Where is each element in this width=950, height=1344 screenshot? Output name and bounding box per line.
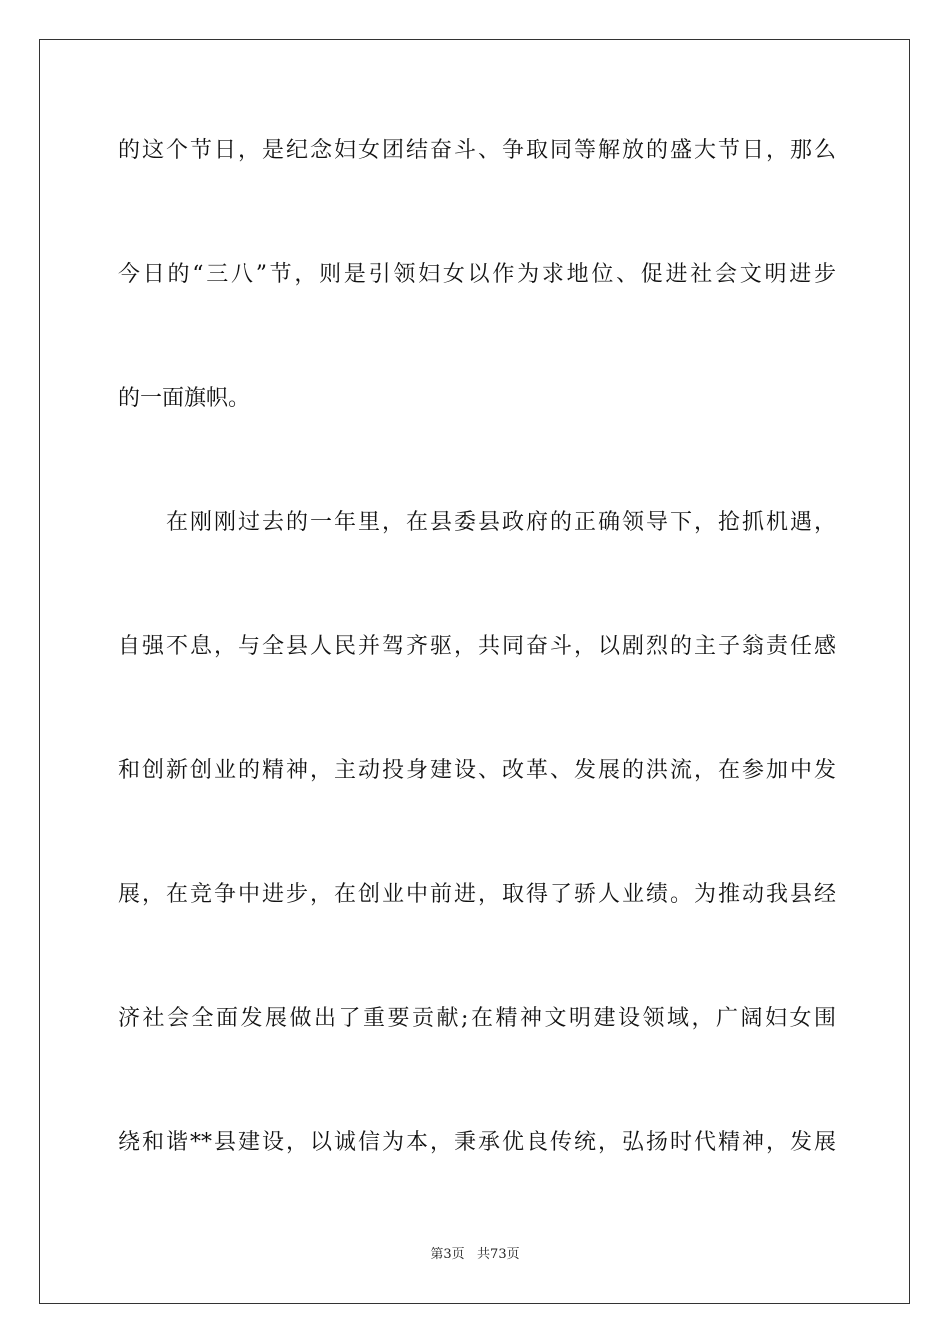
text-line: 展，在竞争中进步，在创业中前进，取得了骄人业绩。为推动我县经 <box>118 882 836 907</box>
paragraph-first-line: 在刚刚过去的一年里，在县委县政府的正确领导下，抢抓机遇， <box>166 510 836 535</box>
text-line: 自强不息，与全县人民并驾齐驱，共同奋斗，以剧烈的主子翁责任感 <box>118 634 836 659</box>
text-line: 绕和谐**县建设，以诚信为本，秉承优良传统，弘扬时代精神，发展 <box>118 1130 836 1155</box>
text-line: 今日的“三八”节，则是引领妇女以作为求地位、促进社会文明进步 <box>118 262 836 287</box>
text-line: 的一面旗帜。 <box>118 386 251 411</box>
page-frame <box>39 39 910 1304</box>
text-line: 的这个节日，是纪念妇女团结奋斗、争取同等解放的盛大节日，那么 <box>118 138 836 163</box>
text-line: 济社会全面发展做出了重要贡献;在精神文明建设领域，广阔妇女围 <box>118 1006 836 1031</box>
page-number-footer: 第3页 共73页 <box>430 1247 520 1262</box>
text-line: 和创新创业的精神，主动投身建设、改革、发展的洪流，在参加中发 <box>118 758 836 783</box>
